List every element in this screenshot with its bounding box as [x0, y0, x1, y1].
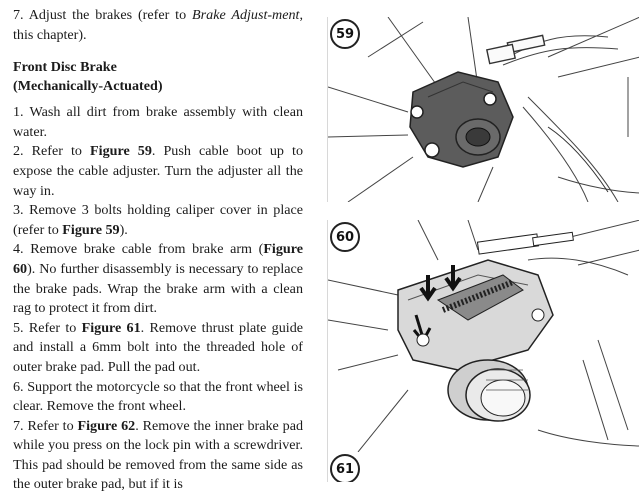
figure-61 [327, 452, 639, 482]
step-6: 6. Support the motorcycle so that the front wheel is clear. Remove the front wheel. [13, 378, 303, 415]
step-3 [13, 201, 303, 240]
step-5 [13, 319, 303, 378]
step-text: 3. Remove 3 bolts holding caliper cover in place (refer to [13, 202, 303, 238]
figure-reference: Figure 62 [77, 417, 136, 434]
step-text: 2. Refer to [13, 143, 91, 160]
step-adjust-brakes [13, 6, 303, 45]
figure-reference: Figure 60 [13, 241, 303, 277]
brake-adjustment-reference: Brake Adjust-ment [192, 7, 300, 23]
figure-number-badge: 61 [330, 454, 360, 482]
step-text: ). No further disassembly is necessary to replace the brake pads. Wrap the brake arm with a clean rag to protect it from dirt. [13, 260, 303, 317]
section-subheading: (Mechanically-Actuated) [13, 78, 163, 95]
step-1: 1. Wash all dirt from brake assembly with clean water. [13, 104, 303, 140]
caliper-cover-illustration [328, 17, 639, 202]
brake-arm-illustration [328, 220, 639, 452]
step-text: , this chapter). [13, 7, 303, 43]
step-text: . Remove thrust plate guide and install a 6mm bolt into the threaded hole of outer brake pad. Pull the pad out. [13, 319, 303, 375]
figure-number-badge: 59 [330, 19, 360, 49]
step-4 [13, 240, 303, 318]
figure-reference: Figure 59 [90, 143, 152, 160]
step-text: 7. Refer to [13, 417, 78, 434]
step-text: 7. Adjust the brakes (refer to [13, 7, 193, 23]
section-heading: Front Disc Brake [13, 59, 117, 76]
figure-reference: Figure 61 [81, 319, 141, 336]
step-text: . Push cable boot up to expose the cable adjuster. Turn the adjuster all the way in. [13, 143, 303, 199]
step-text: 5. Refer to [13, 319, 82, 336]
figure-number-badge: 60 [330, 222, 360, 252]
step-2 [13, 142, 303, 201]
step-text: . Remove the inner brake pad while you press on the lock pin with a screwdriver. This pad should be removed from the same side as the outer brake pad, but if it is [13, 417, 304, 493]
figure-reference: Figure 59 [62, 221, 120, 238]
step-7 [13, 417, 303, 495]
step-text: 4. Remove brake cable from brake arm ( [13, 241, 264, 258]
step-text: ). [119, 221, 128, 238]
manual-text-column [13, 6, 303, 495]
figure-59 [327, 17, 639, 202]
figure-60 [327, 220, 639, 452]
